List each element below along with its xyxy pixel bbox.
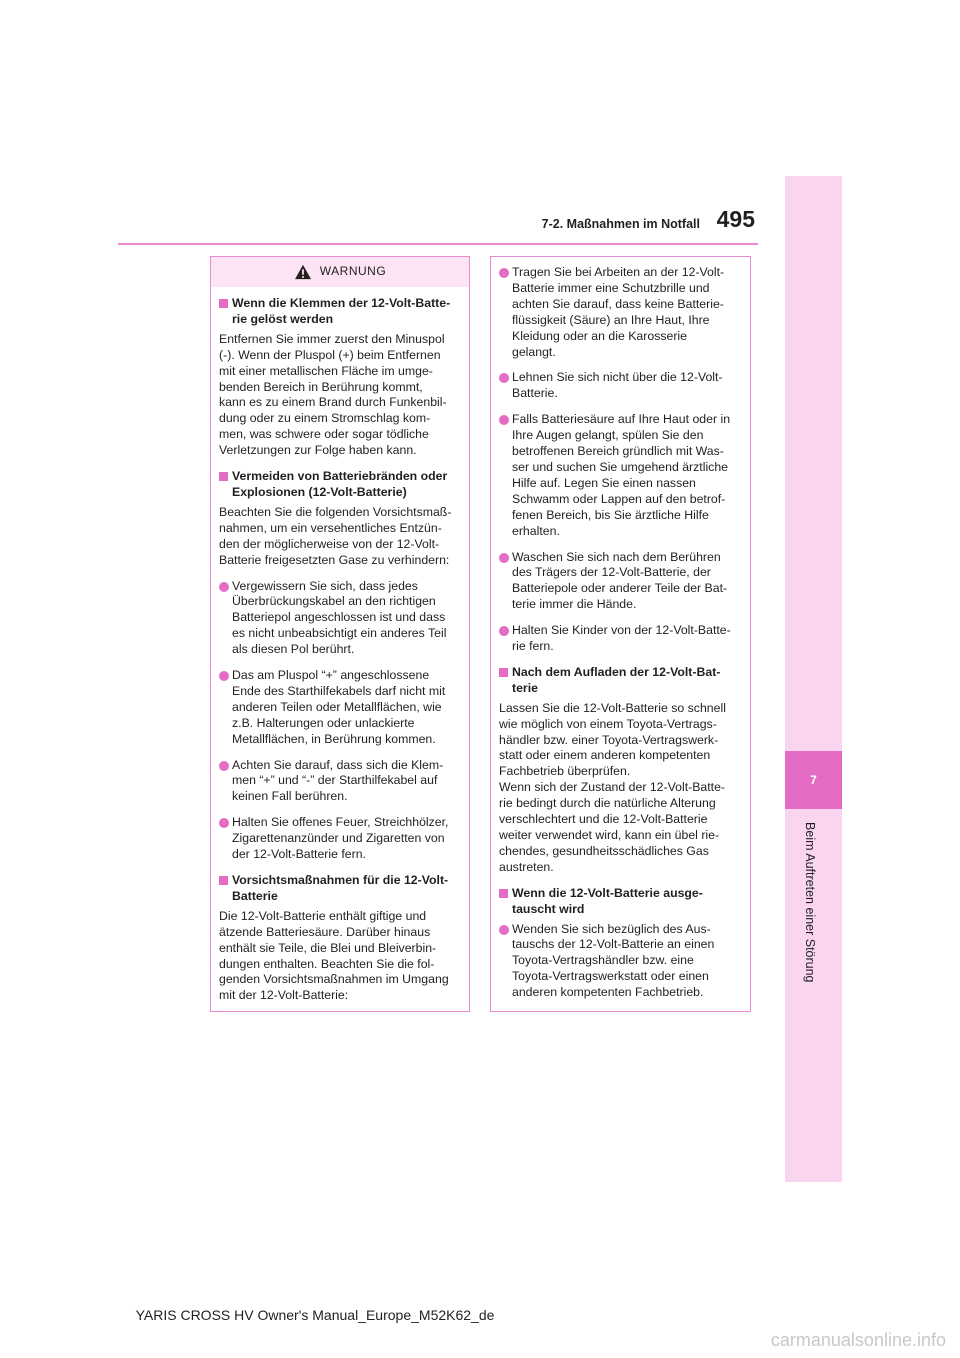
list-item: [219, 815, 461, 863]
round-bullet-icon: [499, 925, 509, 935]
paragraph-precautions: Die 12-Volt-Batterie enthält giftige und ätzende Batteriesäure. Darüber hinaus enthält sie Teile, die Blei und Bleiverbin- dungen enthalten. Beachten Sie die fol- genden Vorsichtsmaßnahmen im Umgang mit der 12-Volt-Batterie:: [219, 908, 449, 1003]
header-rule: [118, 243, 758, 245]
list-item-text: Vergewissern Sie sich, dass jedes Überbrückungskabel an den richtigen Batteriepol angeschlossen ist und dass es nicht unbeabsichtigt ein anderes Teil als diesen Pol berührt.: [232, 578, 447, 657]
round-bullet-icon: [219, 582, 229, 592]
warning-label: WARNUNG: [319, 264, 387, 279]
section-title: 7-2. Maßnahmen im Notfall: [541, 217, 700, 231]
chapter-number-box: [785, 751, 842, 809]
square-bullet-icon: [219, 299, 228, 308]
footer-manual-title: YARIS CROSS HV Owner's Manual_Europe_M52K62_de: [135, 1307, 495, 1323]
paragraph-fires: Beachten Sie die folgenden Vorsichtsmaß- nahmen, um ein versehentliches Entzün- den der möglicherweise von der 12-Volt- Batterie freigesetzten Gase zu verhindern:: [219, 504, 452, 567]
warning-box-left: [210, 256, 470, 1012]
list-item-text: Wenden Sie sich bezüglich des Aus- tauschs der 12-Volt-Batterie an einen Toyota-Vertragshändler bzw. eine Toyota-Vertragswerkstatt oder einen anderen kompetenten Fachbetrieb.: [512, 921, 715, 1000]
round-bullet-icon: [219, 761, 229, 771]
heading-battery-clamps: [219, 296, 461, 328]
list-item: [499, 412, 742, 539]
heading-battery-precautions: [219, 873, 461, 905]
list-item-text: Das am Pluspol “+” angeschlossene Ende des Starthilfekabels darf nicht mit anderen Teilen oder Metallflächen, wie z.B. Halterungen oder unlackierte Metallflächen, in Berührung kommen.: [232, 668, 446, 746]
list-item: [219, 579, 461, 659]
heading-after-charging: [499, 665, 742, 697]
round-bullet-icon: [499, 268, 509, 278]
heading-text: Vermeiden von Batteriebränden oder Explosionen (12-Volt-Batterie): [232, 469, 448, 499]
round-bullet-icon: [499, 626, 509, 636]
paragraph-after-charging: Lassen Sie die 12-Volt-Batterie so schnell wie möglich von einem Toyota-Vertrags- händler bzw. einer Toyota-Vertragswerk- statt oder einem anderen kompetenten Fachbetrieb überprüfen. Wenn sich der Zustand der 12-Volt-Batte- rie bedingt durch die natürliche Alterung verschlechtert und die 12-Volt-Batterie weiter verwendet wird, kann ein übel rie- chendes, gesundheitsschädliches Gas austreten.: [499, 700, 726, 874]
paragraph-clamps: Entfernen Sie immer zuerst den Minuspol (-). Wenn der Pluspol (+) beim Entfernen mit einer metallischen Fläche im umge- benden Bereich in Berührung kommt, kann es zu einem Brand durch Funkenbil- dung oder zu einem Stromschlag kom- men, was schwere oder sogar tödliche Verletzungen zur Folge haben kann.: [219, 331, 447, 458]
round-bullet-icon: [219, 818, 229, 828]
list-item: [499, 922, 742, 1002]
round-bullet-icon: [499, 373, 509, 383]
heading-battery-replacement: [499, 886, 742, 918]
round-bullet-icon: [219, 671, 229, 681]
list-item: [499, 265, 742, 360]
list-item: [499, 550, 742, 614]
warning-box-right: [490, 256, 751, 1012]
list-item: [499, 623, 742, 655]
chapter-side-tab: [785, 176, 842, 1182]
watermark-link[interactable]: carmanualsonline.info: [770, 1330, 946, 1350]
heading-text: Nach dem Aufladen der 12-Volt-Bat- terie: [512, 664, 721, 695]
heading-text: Wenn die 12-Volt-Batterie ausge- tauscht wird: [512, 885, 703, 916]
page-number: 495: [716, 206, 755, 232]
list-item-text: Waschen Sie sich nach dem Berühren des Trägers der 12-Volt-Batterie, der Batteriepole oder anderer Teile der Bat- terie immer die Hände.: [512, 549, 728, 612]
square-bullet-icon: [219, 876, 228, 885]
warning-triangle-icon: [294, 264, 312, 280]
warning-header: [211, 257, 469, 287]
list-item-text: Halten Sie offenes Feuer, Streichhölzer, Zigarettenanzünder und Zigaretten von der 12-Volt-Batterie fern.: [232, 815, 449, 862]
list-item-text: Halten Sie Kinder von der 12-Volt-Batte- rie fern.: [512, 623, 731, 654]
list-item: [499, 370, 742, 402]
list-item-text: Achten Sie darauf, dass sich die Klem- men “+” und “-” der Starthilfekabel auf keinen Fall berühren.: [232, 757, 444, 804]
list-item-text: Falls Batteriesäure auf Ihre Haut oder in Ihre Augen gelangt, spülen Sie den betroffenen Bereich gründlich mit Was- ser und suchen Sie umgehend ärztliche Hilfe auf. Legen Sie einen nassen Schwamm oder Lappen auf den betrof- fenen Bereich, bis Sie ärztliche Hilfe erhalten.: [512, 412, 731, 538]
list-item-text: Lehnen Sie sich nicht über die 12-Volt- Batterie.: [512, 370, 723, 401]
list-item-text: Tragen Sie bei Arbeiten an der 12-Volt- Batterie immer eine Schutzbrille und achten Sie darauf, dass keine Batterie- flüssigkeit (Säure) an Ihre Haut, Ihre Kleidung oder an die Karosserie gelangt.: [512, 265, 725, 359]
list-item: [219, 668, 461, 748]
round-bullet-icon: [499, 415, 509, 425]
square-bullet-icon: [219, 472, 228, 481]
round-bullet-icon: [499, 553, 509, 563]
chapter-title: Beim Auftreten einer Störung: [803, 822, 817, 983]
square-bullet-icon: [499, 889, 508, 898]
chapter-number: 7: [810, 773, 817, 787]
heading-battery-fires: [219, 469, 461, 501]
list-item: [219, 758, 461, 806]
heading-text: Vorsichtsmaßnahmen für die 12-Volt- Batterie: [232, 873, 449, 903]
square-bullet-icon: [499, 668, 508, 677]
heading-text: Wenn die Klemmen der 12-Volt-Batte- rie gelöst werden: [232, 296, 451, 326]
